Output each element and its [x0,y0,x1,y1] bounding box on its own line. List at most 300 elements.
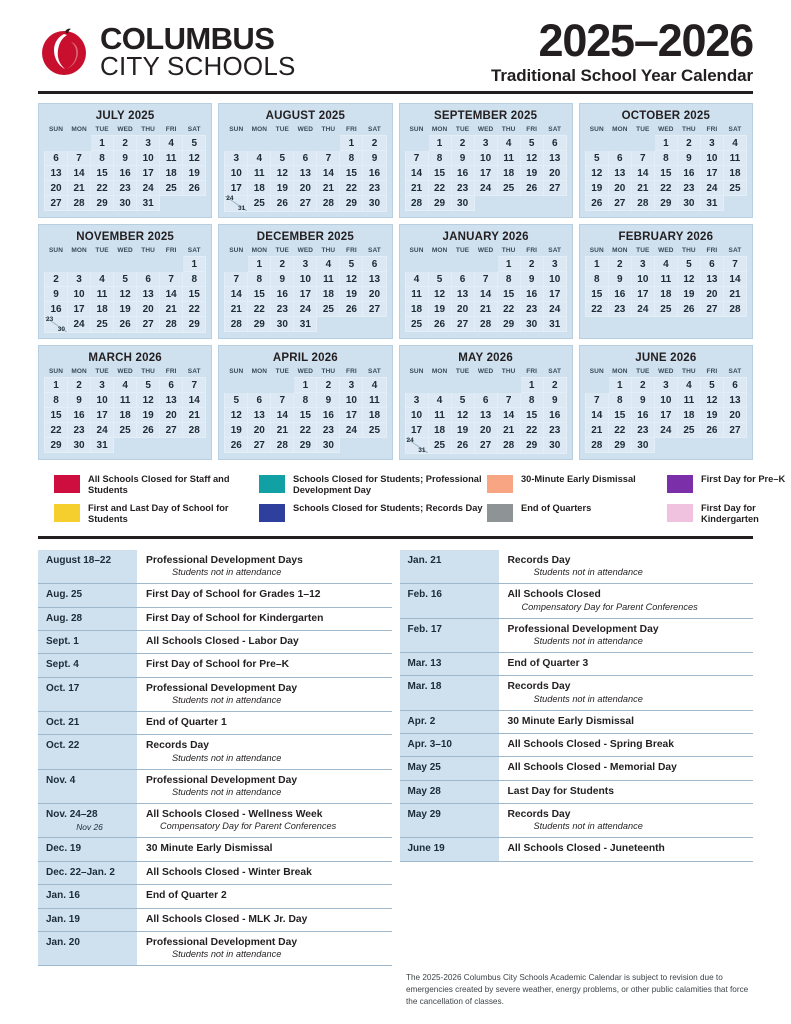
day-cell[interactable]: 19 [114,302,137,317]
day-cell[interactable]: 28 [317,196,340,212]
day-cell[interactable]: 30 [68,438,91,453]
day-cell[interactable]: 11 [497,151,520,166]
day-cell[interactable]: 30 [317,438,340,453]
day-cell[interactable]: 7 [405,151,428,166]
day-cell[interactable]: 26 [340,302,363,317]
day-cell[interactable]: 15 [608,408,631,423]
day-cell[interactable]: 12 [271,166,294,181]
day-cell[interactable]: 23 [451,181,474,196]
day-cell[interactable]: 1 [183,257,206,272]
day-cell[interactable]: 19 [271,181,294,196]
day-cell[interactable]: 5 [225,393,248,408]
day-cell[interactable]: 7 [585,393,608,408]
day-cell[interactable]: 31 [700,196,723,211]
day-cell[interactable]: 15 [183,287,206,302]
day-cell[interactable]: 5 [137,378,160,393]
day-cell[interactable]: 7 [474,272,497,287]
day-cell[interactable]: 20 [608,181,631,196]
day-cell[interactable]: 11 [677,393,700,408]
day-cell[interactable]: 28 [585,438,608,453]
day-cell[interactable]: 22 [497,302,520,317]
day-cell[interactable]: 19 [225,423,248,438]
day-cell[interactable]: 14 [631,166,654,181]
day-cell[interactable]: 16 [608,287,631,302]
day-cell[interactable]: 10 [225,166,248,181]
day-cell[interactable]: 8 [248,272,271,287]
day-cell[interactable]: 13 [451,287,474,302]
day-cell[interactable]: 9 [543,393,566,408]
day-cell[interactable]: 12 [137,393,160,408]
day-cell[interactable]: 15 [340,166,363,181]
day-cell[interactable]: 19 [700,408,723,423]
day-cell[interactable]: 4 [91,272,114,287]
day-cell[interactable]: 1 [608,378,631,393]
day-cell[interactable]: 11 [91,287,114,302]
day-cell[interactable]: 18 [723,166,746,181]
day-cell[interactable]: 17 [68,302,91,317]
day-cell[interactable]: 25 [497,181,520,196]
day-cell[interactable]: 15 [497,287,520,302]
day-cell[interactable]: 17 [91,408,114,423]
day-cell[interactable]: 7 [183,378,206,393]
day-cell[interactable]: 17 [405,423,428,438]
day-cell[interactable]: 17 [631,287,654,302]
day-cell[interactable]: 21 [160,302,183,317]
day-cell[interactable]: 5 [520,136,543,151]
day-cell[interactable]: 10 [68,287,91,302]
day-cell[interactable]: 23 [317,423,340,438]
day-cell[interactable]: 22 [45,423,68,438]
day-cell[interactable]: 2 [608,257,631,272]
day-cell[interactable]: 26 [183,181,206,196]
day-cell[interactable]: 11 [723,151,746,166]
day-cell[interactable]: 6 [723,378,746,393]
day-cell[interactable]: 3 [631,257,654,272]
day-cell-split[interactable] [405,438,428,454]
day-cell[interactable]: 29 [91,196,114,211]
day-cell[interactable]: 6 [700,257,723,272]
day-cell[interactable]: 8 [294,393,317,408]
day-cell[interactable]: 13 [160,393,183,408]
day-cell[interactable]: 29 [248,317,271,332]
day-cell[interactable]: 5 [114,272,137,287]
day-cell[interactable]: 5 [428,272,451,287]
day-cell[interactable]: 21 [497,423,520,438]
day-cell[interactable]: 15 [91,166,114,181]
day-cell[interactable]: 8 [585,272,608,287]
day-cell[interactable]: 21 [68,181,91,196]
day-cell[interactable]: 20 [248,423,271,438]
day-cell[interactable]: 21 [183,408,206,423]
day-cell[interactable]: 29 [294,438,317,453]
day-cell[interactable]: 19 [451,423,474,438]
day-cell[interactable]: 27 [137,317,160,333]
day-cell[interactable]: 8 [428,151,451,166]
day-cell[interactable]: 3 [68,272,91,287]
day-cell[interactable]: 18 [91,302,114,317]
day-cell[interactable]: 28 [631,196,654,211]
day-cell[interactable]: 24 [137,181,160,196]
day-cell[interactable]: 7 [225,272,248,287]
day-cell[interactable]: 10 [340,393,363,408]
day-cell[interactable]: 19 [585,181,608,196]
day-cell[interactable]: 17 [294,287,317,302]
day-cell[interactable]: 4 [497,136,520,151]
day-cell[interactable]: 8 [654,151,677,166]
day-cell[interactable]: 6 [543,136,566,151]
day-cell[interactable]: 6 [160,378,183,393]
day-cell[interactable]: 16 [317,408,340,423]
day-cell[interactable]: 2 [68,378,91,393]
day-cell[interactable]: 3 [294,257,317,272]
day-cell[interactable]: 29 [654,196,677,211]
day-cell[interactable]: 5 [340,257,363,272]
day-cell[interactable]: 1 [520,378,543,393]
day-cell[interactable]: 28 [474,317,497,332]
day-cell[interactable]: 23 [543,423,566,438]
day-cell[interactable]: 11 [114,393,137,408]
day-cell[interactable]: 21 [271,423,294,438]
day-cell[interactable]: 25 [160,181,183,196]
day-cell[interactable]: 1 [497,257,520,272]
day-cell[interactable]: 6 [451,272,474,287]
day-cell[interactable]: 26 [520,181,543,196]
day-cell[interactable]: 7 [497,393,520,408]
day-cell[interactable]: 8 [497,272,520,287]
day-cell[interactable]: 5 [451,393,474,408]
day-cell[interactable]: 14 [68,166,91,181]
day-cell[interactable]: 27 [160,423,183,438]
day-cell[interactable]: 6 [137,272,160,287]
day-cell[interactable]: 4 [723,136,746,151]
day-cell[interactable]: 25 [91,317,114,333]
day-cell[interactable]: 14 [497,408,520,423]
day-cell[interactable]: 9 [114,151,137,166]
day-cell[interactable]: 30 [271,317,294,332]
day-cell[interactable]: 25 [428,438,451,454]
day-cell[interactable]: 29 [608,438,631,453]
day-cell[interactable]: 17 [340,408,363,423]
day-cell[interactable]: 13 [363,272,386,287]
day-cell[interactable]: 24 [340,423,363,438]
day-cell[interactable]: 5 [271,151,294,166]
day-cell[interactable]: 12 [428,287,451,302]
day-cell[interactable]: 1 [45,378,68,393]
day-cell[interactable]: 27 [723,423,746,438]
day-cell[interactable]: 15 [585,287,608,302]
day-cell[interactable]: 28 [68,196,91,211]
day-cell[interactable]: 6 [608,151,631,166]
day-cell[interactable]: 10 [654,393,677,408]
day-cell[interactable]: 27 [543,181,566,196]
day-cell[interactable]: 17 [654,408,677,423]
day-cell[interactable]: 19 [520,166,543,181]
day-cell[interactable]: 16 [543,408,566,423]
day-cell[interactable]: 18 [160,166,183,181]
day-cell[interactable]: 18 [428,423,451,438]
day-cell[interactable]: 4 [114,378,137,393]
day-cell[interactable]: 7 [631,151,654,166]
day-cell[interactable]: 20 [451,302,474,317]
day-cell[interactable]: 26 [137,423,160,438]
day-cell[interactable]: 4 [248,151,271,166]
day-cell[interactable]: 9 [317,393,340,408]
day-cell[interactable]: 12 [677,272,700,287]
day-cell[interactable]: 3 [474,136,497,151]
day-cell[interactable]: 11 [405,287,428,302]
day-cell[interactable]: 18 [114,408,137,423]
day-cell[interactable]: 21 [723,287,746,302]
day-cell[interactable]: 27 [700,302,723,317]
day-cell[interactable]: 22 [183,302,206,317]
day-cell[interactable]: 13 [608,166,631,181]
day-cell[interactable]: 28 [271,438,294,453]
day-cell[interactable]: 13 [248,408,271,423]
day-cell[interactable]: 1 [294,378,317,393]
day-cell[interactable]: 22 [428,181,451,196]
day-cell[interactable]: 3 [340,378,363,393]
day-cell[interactable]: 18 [248,181,271,196]
day-cell[interactable]: 28 [160,317,183,333]
day-cell[interactable]: 16 [677,166,700,181]
day-cell[interactable]: 29 [45,438,68,453]
day-cell[interactable]: 26 [271,196,294,212]
day-cell[interactable]: 21 [474,302,497,317]
day-cell[interactable]: 16 [363,166,386,181]
day-cell[interactable]: 16 [271,287,294,302]
day-cell[interactable]: 6 [248,393,271,408]
day-cell[interactable]: 28 [225,317,248,332]
day-cell[interactable]: 22 [520,423,543,438]
day-cell[interactable]: 7 [160,272,183,287]
day-cell[interactable]: 8 [520,393,543,408]
day-cell[interactable]: 20 [294,181,317,196]
day-cell[interactable]: 3 [91,378,114,393]
day-cell[interactable]: 2 [451,136,474,151]
day-cell[interactable]: 2 [677,136,700,151]
day-cell[interactable]: 9 [271,272,294,287]
day-cell-split[interactable] [225,196,248,212]
day-cell[interactable]: 14 [183,393,206,408]
day-cell[interactable]: 27 [474,438,497,454]
day-cell[interactable]: 6 [363,257,386,272]
day-cell[interactable]: 1 [585,257,608,272]
day-cell[interactable]: 27 [45,196,68,211]
day-cell[interactable]: 25 [723,181,746,196]
day-cell[interactable]: 14 [317,166,340,181]
day-cell[interactable]: 4 [654,257,677,272]
day-cell[interactable]: 9 [363,151,386,166]
day-cell[interactable]: 13 [294,166,317,181]
day-cell[interactable]: 22 [340,181,363,196]
day-cell[interactable]: 13 [137,287,160,302]
day-cell[interactable]: 26 [451,438,474,454]
day-cell[interactable]: 1 [654,136,677,151]
day-cell[interactable]: 11 [317,272,340,287]
day-cell[interactable]: 10 [137,151,160,166]
day-cell[interactable]: 29 [497,317,520,332]
day-cell[interactable]: 16 [520,287,543,302]
day-cell[interactable]: 14 [585,408,608,423]
day-cell[interactable]: 27 [608,196,631,211]
day-cell[interactable]: 8 [183,272,206,287]
day-cell[interactable]: 3 [225,151,248,166]
day-cell[interactable]: 16 [451,166,474,181]
day-cell[interactable]: 10 [294,272,317,287]
day-cell[interactable]: 3 [700,136,723,151]
day-cell[interactable]: 12 [114,287,137,302]
day-cell[interactable]: 10 [91,393,114,408]
day-cell[interactable]: 28 [723,302,746,317]
day-cell[interactable]: 26 [225,438,248,453]
day-cell[interactable]: 31 [294,317,317,332]
day-cell[interactable]: 24 [543,302,566,317]
day-cell[interactable]: 24 [91,423,114,438]
day-cell[interactable]: 12 [700,393,723,408]
day-cell[interactable]: 12 [585,166,608,181]
day-cell[interactable]: 4 [160,136,183,151]
day-cell[interactable]: 18 [654,287,677,302]
day-cell[interactable]: 15 [654,166,677,181]
day-cell[interactable]: 18 [317,287,340,302]
day-cell[interactable]: 20 [543,166,566,181]
day-cell[interactable]: 5 [183,136,206,151]
day-cell[interactable]: 9 [68,393,91,408]
day-cell[interactable]: 3 [543,257,566,272]
day-cell[interactable]: 9 [45,287,68,302]
day-cell[interactable]: 20 [363,287,386,302]
day-cell[interactable]: 30 [543,438,566,454]
day-cell[interactable]: 2 [45,272,68,287]
day-cell[interactable]: 4 [428,393,451,408]
day-cell[interactable]: 1 [91,136,114,151]
day-cell[interactable]: 4 [317,257,340,272]
day-cell[interactable]: 4 [677,378,700,393]
day-cell[interactable]: 9 [608,272,631,287]
day-cell[interactable]: 9 [631,393,654,408]
day-cell[interactable]: 26 [428,317,451,332]
day-cell[interactable]: 1 [248,257,271,272]
day-cell[interactable]: 7 [317,151,340,166]
day-cell[interactable]: 22 [654,181,677,196]
day-cell[interactable]: 24 [474,181,497,196]
day-cell[interactable]: 10 [405,408,428,423]
day-cell[interactable]: 2 [317,378,340,393]
day-cell[interactable]: 20 [45,181,68,196]
day-cell[interactable]: 20 [160,408,183,423]
day-cell[interactable]: 20 [723,408,746,423]
day-cell[interactable]: 7 [723,257,746,272]
day-cell[interactable]: 4 [405,272,428,287]
day-cell[interactable]: 1 [340,136,363,151]
day-cell[interactable]: 29 [520,438,543,454]
day-cell[interactable]: 21 [317,181,340,196]
day-cell[interactable]: 14 [160,287,183,302]
day-cell[interactable]: 2 [631,378,654,393]
day-cell[interactable]: 25 [405,317,428,332]
day-cell[interactable]: 13 [723,393,746,408]
day-cell[interactable]: 30 [520,317,543,332]
day-cell[interactable]: 12 [225,408,248,423]
day-cell[interactable]: 6 [294,151,317,166]
day-cell[interactable]: 20 [137,302,160,317]
day-cell[interactable]: 2 [363,136,386,151]
day-cell[interactable]: 19 [137,408,160,423]
day-cell[interactable]: 24 [654,423,677,438]
day-cell[interactable]: 2 [520,257,543,272]
day-cell[interactable]: 26 [677,302,700,317]
day-cell[interactable]: 30 [631,438,654,453]
day-cell[interactable]: 11 [363,393,386,408]
day-cell[interactable]: 19 [340,287,363,302]
day-cell[interactable]: 19 [183,166,206,181]
day-cell[interactable]: 4 [363,378,386,393]
day-cell[interactable]: 5 [677,257,700,272]
day-cell[interactable]: 17 [700,166,723,181]
day-cell[interactable]: 21 [405,181,428,196]
day-cell[interactable]: 2 [543,378,566,393]
day-cell[interactable]: 11 [654,272,677,287]
day-cell[interactable]: 6 [474,393,497,408]
day-cell[interactable]: 3 [654,378,677,393]
day-cell[interactable]: 7 [68,151,91,166]
day-cell[interactable]: 25 [114,423,137,438]
day-cell[interactable]: 25 [317,302,340,317]
day-cell[interactable]: 9 [451,151,474,166]
day-cell[interactable]: 23 [114,181,137,196]
day-cell[interactable]: 24 [700,181,723,196]
day-cell[interactable]: 11 [160,151,183,166]
day-cell[interactable]: 12 [520,151,543,166]
day-cell[interactable]: 25 [677,423,700,438]
day-cell[interactable]: 14 [723,272,746,287]
day-cell[interactable]: 17 [225,181,248,196]
day-cell[interactable]: 22 [91,181,114,196]
day-cell[interactable]: 7 [271,393,294,408]
day-cell[interactable]: 21 [225,302,248,317]
day-cell[interactable]: 13 [700,272,723,287]
day-cell[interactable]: 22 [608,423,631,438]
day-cell[interactable]: 10 [631,272,654,287]
day-cell[interactable]: 29 [183,317,206,333]
day-cell[interactable]: 17 [543,287,566,302]
day-cell[interactable]: 29 [340,196,363,212]
day-cell[interactable]: 10 [543,272,566,287]
day-cell[interactable]: 18 [405,302,428,317]
day-cell[interactable]: 31 [137,196,160,211]
day-cell[interactable]: 21 [631,181,654,196]
day-cell[interactable]: 20 [474,423,497,438]
day-cell[interactable]: 28 [497,438,520,454]
day-cell[interactable]: 24 [68,317,91,333]
day-cell[interactable]: 11 [248,166,271,181]
day-cell[interactable]: 12 [451,408,474,423]
day-cell[interactable]: 20 [700,287,723,302]
day-cell[interactable]: 18 [363,408,386,423]
day-cell[interactable]: 23 [631,423,654,438]
day-cell[interactable]: 18 [497,166,520,181]
day-cell[interactable]: 22 [585,302,608,317]
day-cell[interactable]: 9 [677,151,700,166]
day-cell[interactable]: 3 [405,393,428,408]
day-cell[interactable]: 15 [428,166,451,181]
day-cell[interactable]: 8 [340,151,363,166]
day-cell[interactable]: 24 [294,302,317,317]
day-cell[interactable]: 14 [474,287,497,302]
day-cell[interactable]: 15 [45,408,68,423]
day-cell[interactable]: 15 [520,408,543,423]
day-cell[interactable]: 6 [45,151,68,166]
